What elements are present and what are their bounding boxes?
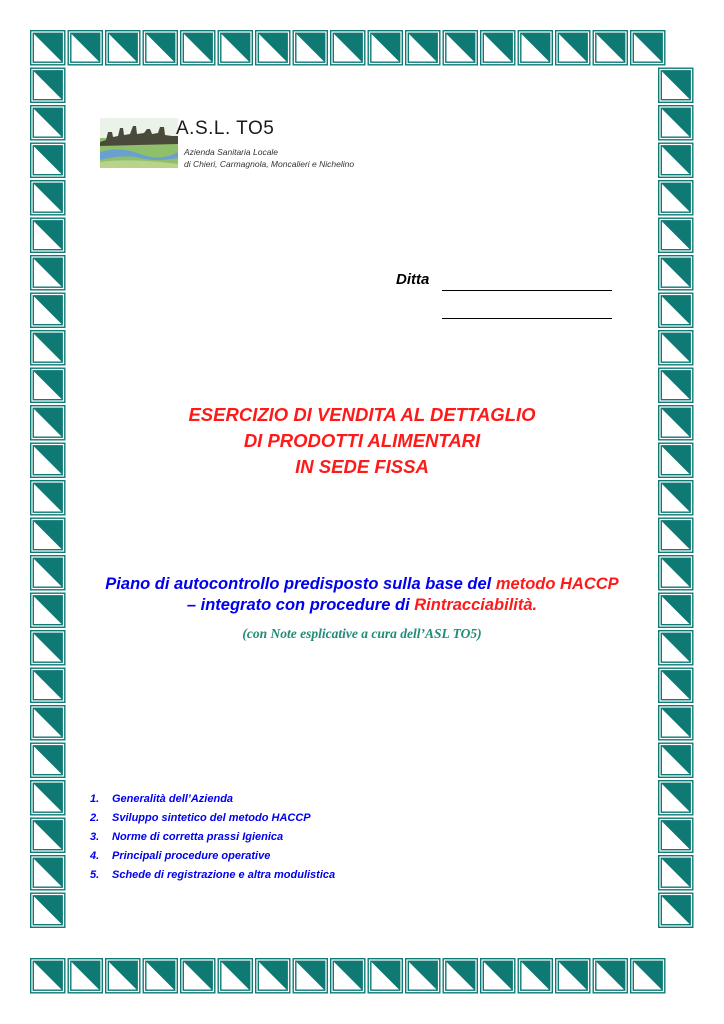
landscape-logo-icon xyxy=(100,118,178,168)
explanatory-note: (con Note esplicative a cura dell’ASL TO5) xyxy=(242,626,482,641)
toc-number: 5. xyxy=(90,869,100,881)
main-title-line1: ESERCIZIO DI VENDITA AL DETTAGLIO xyxy=(188,404,536,425)
asl-logo xyxy=(100,118,390,178)
toc-item xyxy=(90,850,335,869)
plan-text-haccp: metodo HACCP xyxy=(495,575,619,593)
toc-number: 2. xyxy=(90,812,100,824)
logo-title: A.S.L. TO5 xyxy=(176,118,275,139)
ditta-label: Ditta xyxy=(396,271,430,288)
toc-number: 1. xyxy=(90,793,100,805)
toc-item xyxy=(90,831,335,850)
toc-label: Schede di registrazione e altra modulistica xyxy=(112,869,336,881)
plan-subtitle-line1 xyxy=(70,574,654,595)
main-title-line3: IN SEDE FISSA xyxy=(295,456,429,477)
table-of-contents xyxy=(90,793,335,888)
main-title-line2: DI PRODOTTI ALIMENTARI xyxy=(243,430,481,451)
logo-subtitle-line1: Azienda Sanitaria Locale xyxy=(184,147,279,157)
plan-text-2: – integrato con procedure di xyxy=(186,596,415,614)
plan-subtitle xyxy=(70,574,654,616)
toc-number: 3. xyxy=(90,831,100,843)
toc-label: Sviluppo sintetico del metodo HACCP xyxy=(112,812,311,824)
toc-label: Generalità dell’Azienda xyxy=(112,793,234,805)
toc-number: 4. xyxy=(90,850,100,862)
toc-item xyxy=(90,812,335,831)
ditta-blank-line-1 xyxy=(442,290,612,291)
plan-subtitle-line2 xyxy=(70,595,654,616)
toc-label: Norme di corretta prassi Igienica xyxy=(112,831,284,843)
toc-item xyxy=(90,869,335,888)
toc-item xyxy=(90,793,335,812)
logo-subtitle-line2: di Chieri, Carmagnola, Moncalieri e Nichelino xyxy=(184,159,355,169)
ditta-blank-line-2 xyxy=(442,318,612,319)
main-title xyxy=(100,402,624,480)
plan-text-1: Piano di autocontrollo predisposto sulla base del xyxy=(105,575,496,593)
plan-text-rintracciabilita: Rintracciabilità. xyxy=(414,596,538,614)
toc-label: Principali procedure operative xyxy=(112,850,271,862)
